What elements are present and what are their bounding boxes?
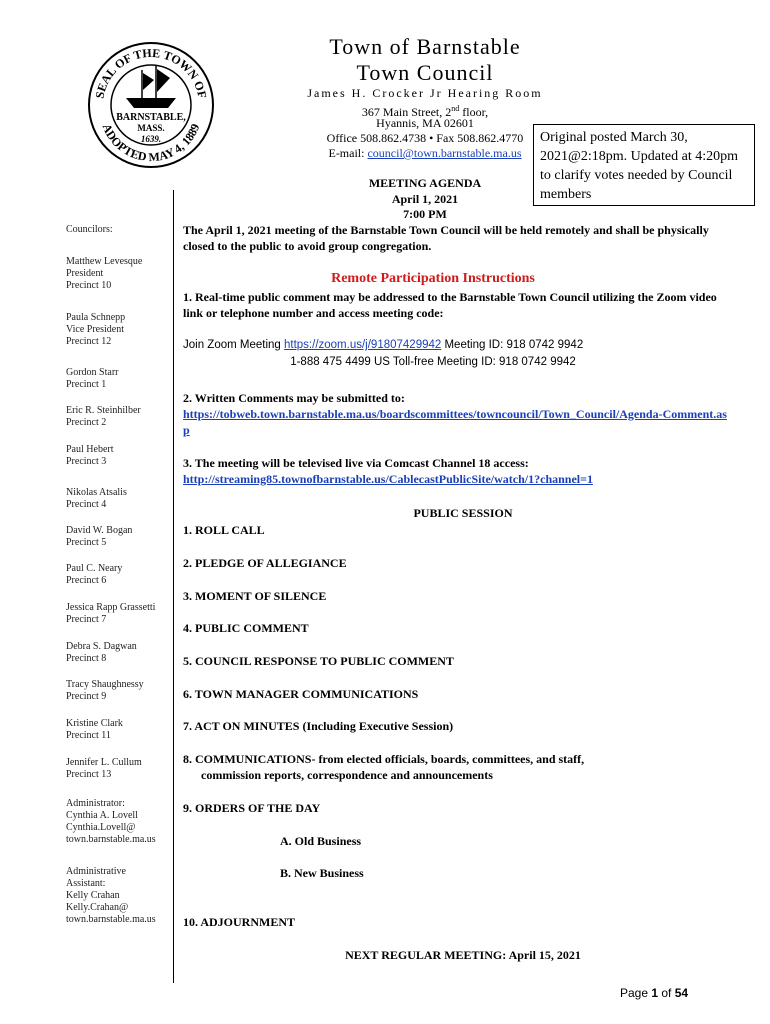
assistant-email-part2: town.barnstable.ma.us — [66, 914, 156, 925]
city-address: Hyannis, MA 02601 — [376, 116, 474, 130]
agenda-item-public-comment: 4. PUBLIC COMMENT — [183, 621, 309, 635]
sidebar-member — [66, 757, 176, 781]
administrator-email-part1: Cynthia.Lovell@ — [66, 822, 136, 833]
sidebar-administrator — [66, 798, 176, 846]
assistant-label1: Administrative — [66, 866, 126, 877]
agenda-date: April 1, 2021 — [391, 192, 459, 206]
agenda-item-roll-call: 1. ROLL CALL — [183, 523, 265, 537]
member-name: Paul C. Neary — [66, 563, 123, 574]
sidebar-member — [66, 718, 176, 742]
agenda-title: MEETING AGENDA — [368, 176, 482, 190]
member-name: Nikolas Atsalis — [66, 487, 127, 498]
member-precinct: Precinct 1 — [66, 379, 107, 390]
sidebar-member — [66, 487, 176, 511]
agenda-time: 7:00 PM — [403, 207, 447, 221]
streaming-link[interactable]: http://streaming85.townofbarnstable.us/CablecastPublicSite/watch/1?channel=1 — [183, 472, 593, 486]
administrator-email-part2: town.barnstable.ma.us — [66, 834, 156, 845]
sidebar-assistant — [66, 866, 176, 926]
member-name: Jessica Rapp Grassetti — [66, 602, 156, 613]
zoom-label: Join Zoom Meeting — [183, 339, 284, 351]
agenda-item-orders: 9. ORDERS OF THE DAY — [183, 801, 321, 815]
sidebar-member — [66, 367, 176, 391]
sidebar-member — [66, 256, 176, 292]
member-name: Kristine Clark — [66, 718, 123, 729]
sidebar-member — [66, 312, 176, 348]
member-precinct: Precinct 3 — [66, 456, 107, 467]
page-of: of — [658, 986, 675, 1000]
member-precinct: Precinct 2 — [66, 417, 107, 428]
posting-notice: Original posted March 30, 2021@2:18pm. Updated at 4:20pm to clarify votes needed by Council members — [533, 124, 755, 206]
member-name: Paula Schnepp — [66, 312, 126, 323]
sidebar-member — [66, 444, 176, 468]
page-number — [620, 986, 688, 1000]
member-precinct: Precinct 9 — [66, 691, 107, 702]
zoom-line — [183, 337, 583, 354]
member-name: Jennifer L. Cullum — [66, 757, 142, 768]
member-precinct: Precinct 10 — [66, 280, 112, 291]
administrator-name: Cynthia A. Lovell — [66, 810, 138, 821]
orders-new-business: B. New Business — [280, 866, 364, 880]
remote-item-1: 1. Real-time public comment may be addressed to the Barnstable Town Council utilizing the Zoom video link or telephone number and access meeting code: — [183, 290, 717, 320]
assistant-label2: Assistant: — [66, 878, 106, 889]
member-name: Eric R. Steinhilber — [66, 405, 141, 416]
seal-ring-bottom: ADOPTED MAY 4, 1889 — [99, 121, 203, 165]
comment-form-link[interactable]: https://tobweb.town.barnstable.ma.us/boardscommittees/towncouncil/Town_Council/Agenda-Comment.asp — [183, 407, 727, 437]
sidebar-member — [66, 602, 176, 626]
member-role: President — [66, 268, 104, 279]
administrator-label: Administrator: — [66, 798, 125, 809]
member-precinct: Precinct 8 — [66, 653, 107, 664]
seal-center-line2: MASS. — [137, 123, 165, 133]
agenda-item-manager-comms: 6. TOWN MANAGER COMMUNICATIONS — [183, 687, 419, 701]
agenda-item-adjournment: 10. ADJOURNMENT — [183, 915, 296, 929]
email-label: E-mail: — [328, 146, 368, 160]
orders-old-business: A. Old Business — [280, 834, 362, 848]
member-name: Debra S. Dagwan — [66, 641, 137, 652]
seal-center-line1: BARNSTABLE, — [116, 112, 186, 123]
member-precinct: Precinct 12 — [66, 336, 112, 347]
member-precinct: Precinct 13 — [66, 769, 112, 780]
sidebar-member — [66, 679, 176, 703]
public-session-title: PUBLIC SESSION — [413, 506, 513, 520]
remote-item-2: 2. Written Comments may be submitted to: — [183, 391, 405, 405]
zoom-meeting-id: Meeting ID: 918 0742 9942 — [441, 339, 584, 351]
agenda-intro: The April 1, 2021 meeting of the Barnstable Town Council will be held remotely and shall be physically closed to the public to avoid group congregation. — [183, 223, 709, 253]
assistant-name: Kelly Crahan — [66, 890, 120, 901]
next-meeting: NEXT REGULAR MEETING: April 15, 2021 — [345, 948, 581, 962]
member-name: Tracy Shaughnessy — [66, 679, 144, 690]
remote-participation-title: Remote Participation Instructions — [331, 271, 535, 286]
councilors-heading: Councilors: — [66, 224, 113, 235]
town-seal — [86, 40, 216, 170]
seal-graphic — [86, 40, 216, 170]
address-sup: nd — [451, 104, 460, 113]
phone-fax: Office 508.862.4738 • Fax 508.862.4770 — [326, 131, 524, 145]
address-tail: floor, — [459, 105, 489, 119]
member-precinct: Precinct 7 — [66, 614, 107, 625]
member-name: Paul Hebert — [66, 444, 114, 455]
agenda-item-communications: 8. COMMUNICATIONS- from elected officials, boards, committees, and staff, — [183, 752, 585, 766]
sidebar-member — [66, 563, 176, 587]
member-name: David W. Bogan — [66, 525, 133, 536]
town-title: Town of Barnstable — [329, 34, 521, 59]
council-email-link[interactable]: council@town.barnstable.ma.us — [367, 146, 522, 160]
sidebar-member — [66, 405, 176, 429]
assistant-email-part1: Kelly.Crahan@ — [66, 902, 129, 913]
current-page: 1 — [651, 986, 659, 1000]
member-name: Matthew Levesque — [66, 256, 143, 267]
agenda-item-minutes: 7. ACT ON MINUTES (Including Executive Session) — [183, 719, 454, 733]
sidebar-member — [66, 525, 176, 549]
total-pages: 54 — [674, 986, 689, 1000]
zoom-link[interactable]: https://zoom.us/j/91807429942 — [284, 339, 442, 351]
seal-center-line3: 1639. — [140, 134, 162, 144]
sidebar-member — [66, 641, 176, 665]
page-label: Page — [620, 986, 652, 1000]
agenda-item-pledge: 2. PLEDGE OF ALLEGIANCE — [183, 556, 347, 570]
agenda-item-communications-cont: commission reports, correspondence and announcements — [201, 768, 493, 782]
member-precinct: Precinct 6 — [66, 575, 107, 586]
hearing-room: James H. Crocker Jr Hearing Room — [307, 86, 543, 100]
member-role: Vice President — [66, 324, 124, 335]
phone-line: 1-888 475 4499 US Toll-free Meeting ID: 918 0742 9942 — [290, 356, 576, 368]
member-name: Gordon Starr — [66, 367, 119, 378]
council-title: Town Council — [356, 60, 494, 85]
member-precinct: Precinct 5 — [66, 537, 107, 548]
remote-item-3: 3. The meeting will be televised live via Comcast Channel 18 access: — [183, 456, 529, 470]
member-precinct: Precinct 4 — [66, 499, 107, 510]
address-main: 367 Main Street, 2 — [361, 105, 452, 119]
member-precinct: Precinct 11 — [66, 730, 111, 741]
agenda-item-silence: 3. MOMENT OF SILENCE — [183, 589, 327, 603]
agenda-item-council-response: 5. COUNCIL RESPONSE TO PUBLIC COMMENT — [183, 654, 454, 668]
seal-ring-top: SEAL OF THE TOWN OF — [92, 45, 210, 100]
